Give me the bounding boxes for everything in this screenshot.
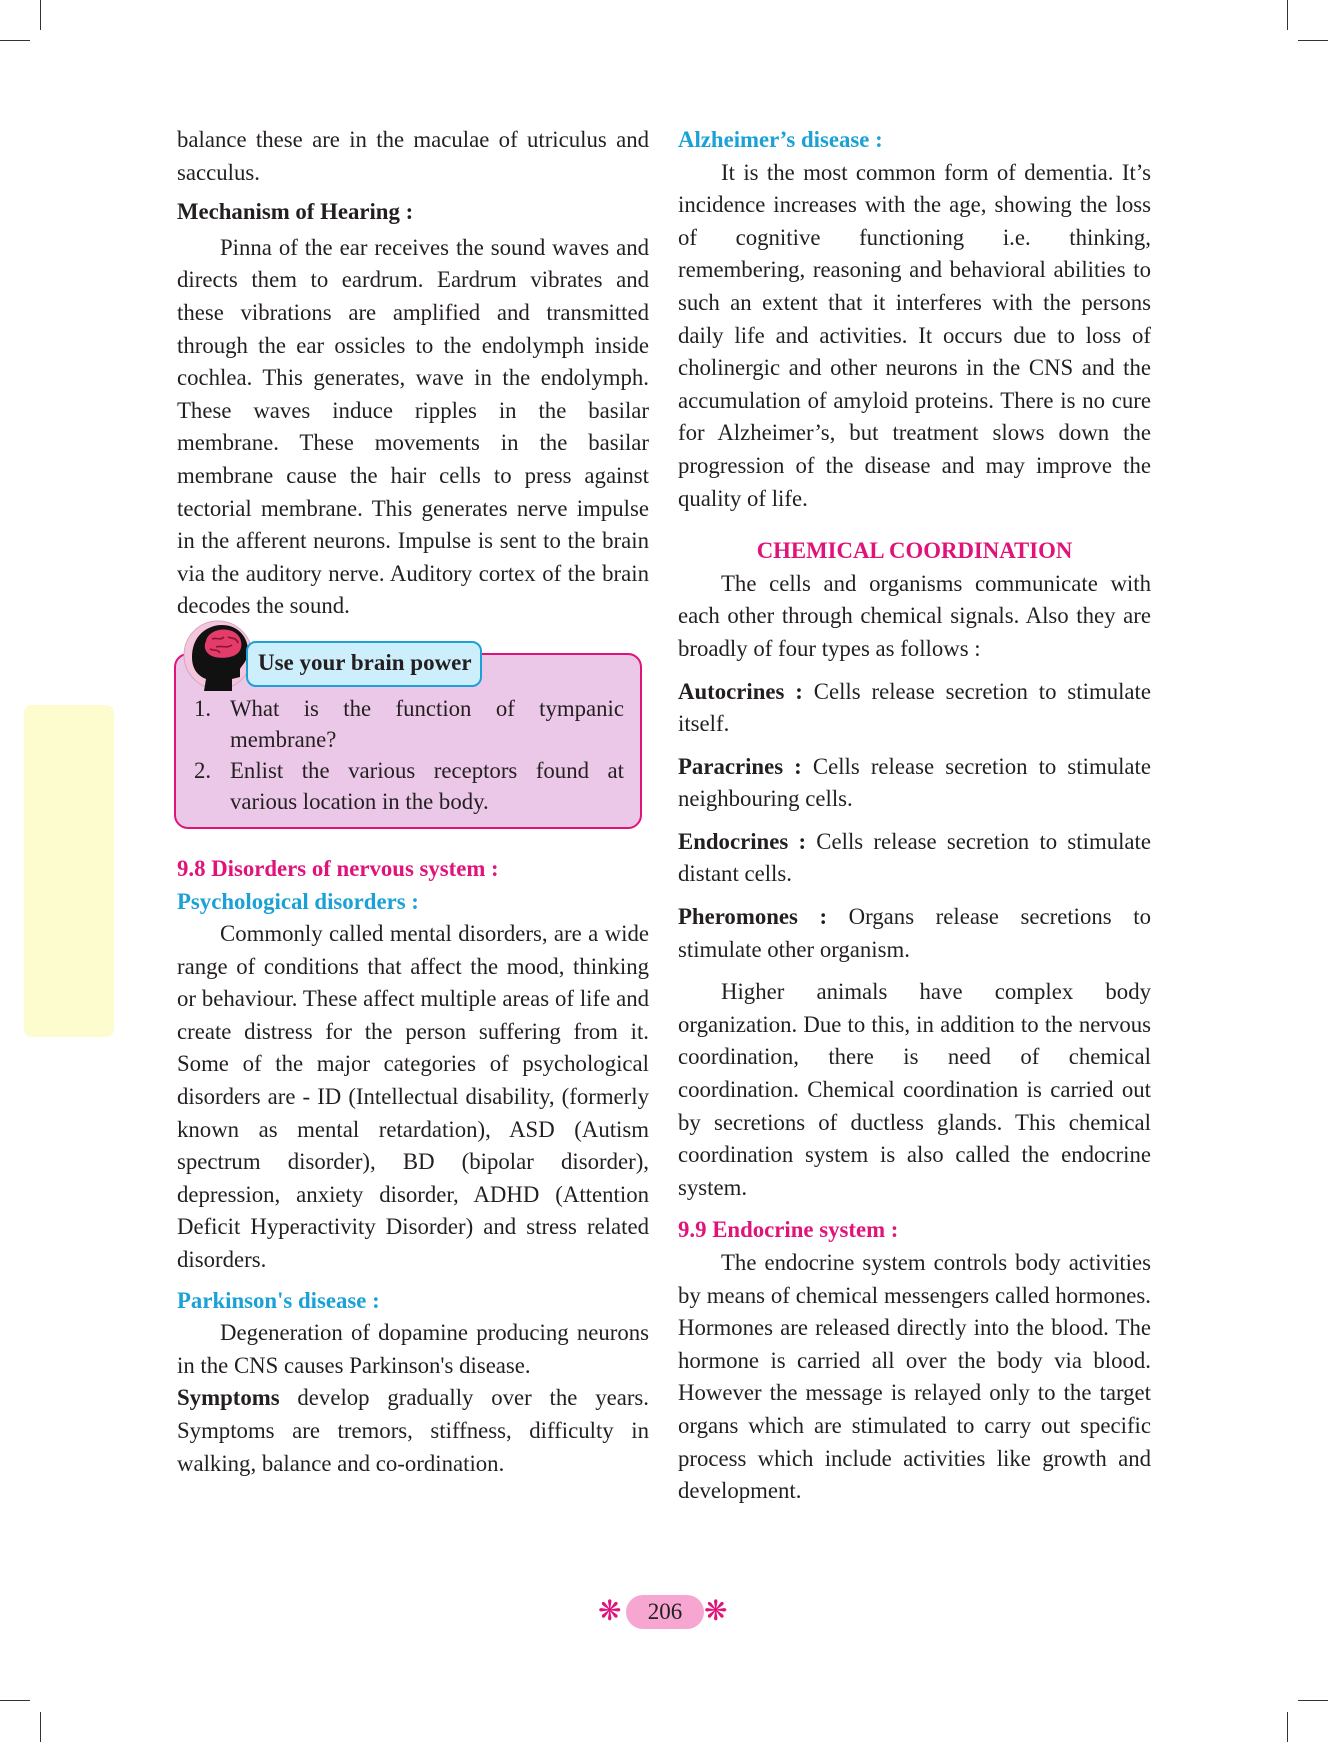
definition-term: Pheromones : xyxy=(678,904,828,930)
psychological-heading: Psychological disorders : xyxy=(177,888,419,914)
pheromones-definition xyxy=(678,901,1151,966)
autocrines-definition xyxy=(678,676,1151,741)
endocrines-definition xyxy=(678,826,1151,891)
paracrines-definition xyxy=(678,751,1151,816)
crop-mark xyxy=(40,1712,41,1742)
list-item-number: 1. xyxy=(194,695,212,721)
crop-mark xyxy=(1298,1700,1328,1701)
definition-term: Paracrines : xyxy=(678,753,802,779)
brain-power-box xyxy=(174,649,642,829)
brain-power-list xyxy=(194,693,624,817)
endocrine-system-heading: 9.9 Endocrine system : xyxy=(678,1217,899,1243)
parkinson-paragraph: Degeneration of dopamine producing neurons in the CNS causes Parkinson's disease. xyxy=(177,1320,649,1378)
symptoms-term: Symptoms xyxy=(177,1385,280,1411)
flower-ornament-icon: ❋ xyxy=(704,1596,728,1627)
symptoms-paragraph xyxy=(177,1382,649,1480)
crop-mark xyxy=(1287,0,1288,30)
hearing-paragraph: Pinna of the ear receives the sound waves and directs them to eardrum. Eardrum vibrates and these vibrations are amplified and transmitted through the ear ossicles to the endolymph inside cochlea. This generates, wave in the endolymph. These waves induce ripples in the basilar membrane. These movements in the basilar membrane cause the hair cells to press against tectorial membrane. This generates nerve impulse in the afferent neurons. Impulse is sent to the brain via the auditory nerve. Auditory cortex of the brain decodes the sound. xyxy=(177,234,649,619)
crop-mark xyxy=(40,0,41,30)
psychological-paragraph: Commonly called mental disorders, are a wide range of conditions that affect the mood, thinking or behaviour. These affect multiple areas of life and create distress for the person suffering from it. Some of the major categories of psychological disorders are - ID (Intellectual disability, (formerly known as mental retardation), ASD (Autism spectrum disorder), BD (bipolar disorder), depression, anxiety disorder, ADHD (Attention Deficit Hyperactivity Disorder) and stress related disorders. xyxy=(177,921,649,1273)
left-column xyxy=(177,124,649,1480)
page-number: 206 xyxy=(626,1595,704,1629)
page-number-ornament xyxy=(598,1592,732,1632)
crop-mark xyxy=(0,1700,30,1701)
alzheimer-heading: Alzheimer’s disease : xyxy=(678,127,883,152)
endocrine-system-paragraph: The endocrine system controls body activities by means of chemical messengers called hormones. Hormones are released directly into the blood. The hormone is carried all over the body via blood. However the message is relayed only to the target organs which are stimulated to carry out specific process which include activities like growth and development. xyxy=(678,1250,1151,1504)
crop-mark xyxy=(0,40,30,41)
side-tab-strip xyxy=(24,705,114,1037)
brain-head-icon xyxy=(182,619,252,695)
brain-power-title: Use your brain power xyxy=(246,641,482,687)
intro-paragraph: balance these are in the maculae of utriculus and sacculus. xyxy=(177,127,649,185)
list-item xyxy=(194,693,624,755)
definition-text: Cells release secretion to stimulate itself. xyxy=(678,678,1152,737)
crop-mark xyxy=(1298,40,1328,41)
right-column xyxy=(678,124,1151,1508)
alzheimer-paragraph: It is the most common form of dementia. It’s incidence increases with the age, showing the loss of cognitive functioning i.e. thinking, remembering, reasoning and behavioral abilities to such an extent that it interferes with the persons daily life and activities. It occurs due to loss of cholinergic and other neurons in the CNS and the accumulation of amyloid proteins. There is no cure for Alzheimer’s, but treatment slows down the progression of the disease and may improve the quality of life. xyxy=(678,159,1151,511)
chemical-coordination-heading: CHEMICAL COORDINATION xyxy=(756,538,1073,564)
chemical-intro-paragraph: The cells and organisms communicate with each other through chemical signals. Also they are broadly of four types as follows : xyxy=(678,570,1151,661)
higher-animals-paragraph: Higher animals have complex body organization. Due to this, in addition to the nervous coordination, there is need of chemical coordination. Chemical coordination is carried out by secretions of ductless glands. This chemical coordination system is also called the endocrine system. xyxy=(678,979,1151,1200)
disorders-heading: 9.8 Disorders of nervous system : xyxy=(177,855,499,881)
flower-ornament-icon: ❋ xyxy=(598,1596,622,1627)
definition-term: Autocrines : xyxy=(678,678,803,704)
parkinson-heading: Parkinson's disease : xyxy=(177,1287,380,1313)
list-item-text: Enlist the various receptors found at various location in the body. xyxy=(230,757,624,814)
crop-mark xyxy=(1287,1712,1288,1742)
list-item-text: What is the function of tympanic membrane? xyxy=(230,695,624,752)
hearing-heading: Mechanism of Hearing : xyxy=(177,199,414,225)
list-item-number: 2. xyxy=(194,757,212,783)
definition-text: Cells release secretion to stimulate neighbouring cells. xyxy=(678,753,1152,812)
symptoms-text: develop gradually over the years. Symptoms are tremors, stiffness, difficulty in walking, balance and co-ordination. xyxy=(177,1385,649,1476)
definition-text: Cells release secretion to stimulate distant cells. xyxy=(678,828,1151,887)
list-item xyxy=(194,755,624,817)
definition-term: Endocrines : xyxy=(678,828,807,854)
definition-text: Organs release secretions to stimulate other organism. xyxy=(678,904,1151,962)
